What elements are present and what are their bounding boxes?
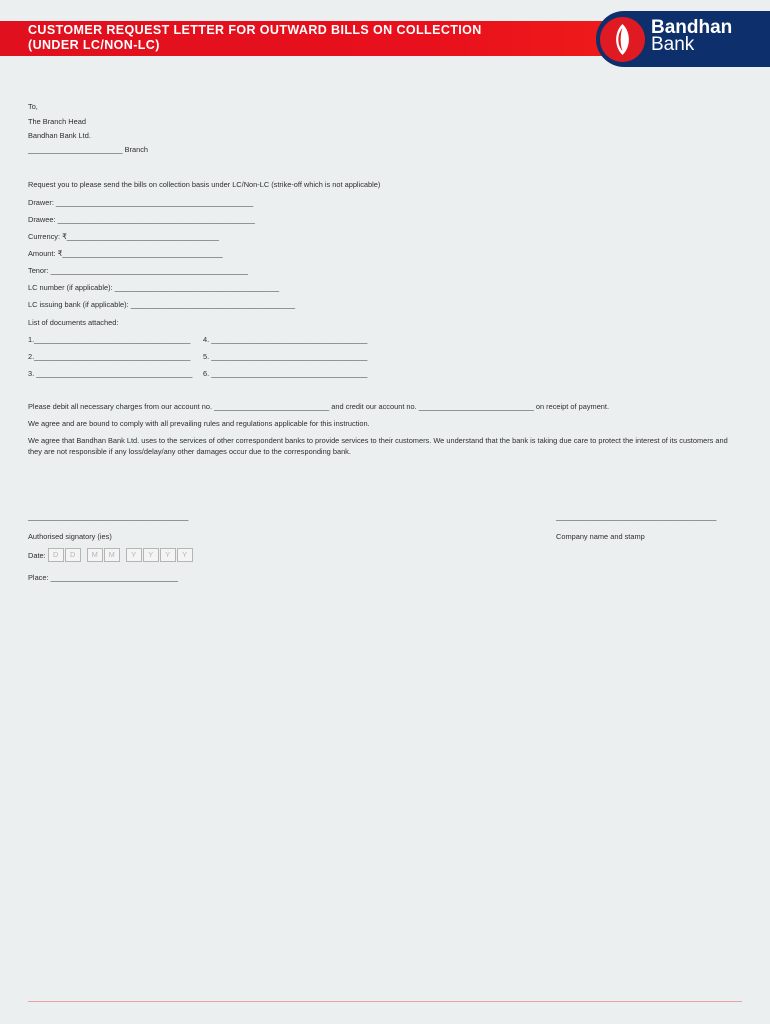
date-box-day-1[interactable]: D: [48, 548, 64, 562]
document-title: [28, 23, 482, 53]
debit-instruction: Please debit all necessary charges from our account no. ____________________________ and credit our account no. ____________________________ on receipt of payment.: [28, 402, 610, 411]
document-field-5[interactable]: 5. ______________________________________: [203, 352, 368, 361]
date-box-year-2[interactable]: Y: [143, 548, 159, 562]
date-box-month-2[interactable]: M: [104, 548, 120, 562]
logo-wordmark: [651, 19, 732, 53]
footer-divider: [28, 1001, 742, 1002]
lc-issuing-bank-field[interactable]: LC issuing bank (if applicable): ________________________________________: [28, 300, 296, 309]
address-line-2: Bandhan Bank Ltd.: [28, 131, 91, 140]
drawer-field[interactable]: Drawer: ________________________________________________: [28, 198, 254, 207]
correspondent-bank-statement: We agree that Bandhan Bank Ltd. uses to the services of other correspondent banks to provide services to their customers. We understand that the bank is taking due care to protect the interest of its customers and they are not responsible if any loss/delay/any other damages occur due to the corresponding bank.: [28, 436, 728, 456]
bandhan-logo-icon: [600, 17, 645, 62]
address-to: To,: [28, 102, 38, 111]
title-line-1: CUSTOMER REQUEST LETTER FOR OUTWARD BILLS ON COLLECTION: [28, 23, 482, 37]
date-field[interactable]: [28, 548, 194, 562]
date-label: Date:: [28, 550, 46, 560]
compliance-statement: We agree and are bound to comply with all prevailing rules and regulations applicable for this instruction.: [28, 419, 370, 428]
tenor-field[interactable]: Tenor: ________________________________________________: [28, 266, 248, 275]
document-field-4[interactable]: 4. ______________________________________: [203, 335, 368, 344]
place-field[interactable]: Place: _______________________________: [28, 573, 179, 582]
document-field-1[interactable]: 1.______________________________________: [28, 335, 191, 344]
company-stamp-label: Company name and stamp: [556, 532, 645, 541]
lc-number-field[interactable]: LC number (if applicable): ________________________________________: [28, 283, 280, 292]
authorised-signatory-label: Authorised signatory (ies): [28, 532, 112, 541]
amount-field[interactable]: Amount: ₹_______________________________________: [28, 249, 223, 258]
title-line-2: (UNDER LC/NON-LC): [28, 38, 160, 52]
company-stamp-line[interactable]: _______________________________________: [556, 512, 717, 521]
documents-label: List of documents attached:: [28, 318, 119, 327]
request-text: Request you to please send the bills on collection basis under LC/Non-LC (strike-off which is not applicable): [28, 180, 381, 189]
document-field-6[interactable]: 6. ______________________________________: [203, 369, 368, 378]
date-box-year-3[interactable]: Y: [160, 548, 176, 562]
date-box-month-1[interactable]: M: [87, 548, 103, 562]
document-field-3[interactable]: 3. ______________________________________: [28, 369, 193, 378]
signatory-signature-line[interactable]: _______________________________________: [28, 512, 189, 521]
logo-line-2: Bank: [651, 34, 695, 55]
logo-line-1: Bandhan: [651, 17, 733, 38]
currency-field[interactable]: Currency: ₹_____________________________________: [28, 232, 219, 241]
address-line-1: The Branch Head: [28, 117, 86, 126]
date-box-day-2[interactable]: D: [65, 548, 81, 562]
branch-field[interactable]: _______________________ Branch: [28, 145, 149, 154]
date-box-year-1[interactable]: Y: [126, 548, 142, 562]
document-field-2[interactable]: 2.______________________________________: [28, 352, 191, 361]
date-box-year-4[interactable]: Y: [177, 548, 193, 562]
drawee-field[interactable]: Drawee: ________________________________________________: [28, 215, 255, 224]
